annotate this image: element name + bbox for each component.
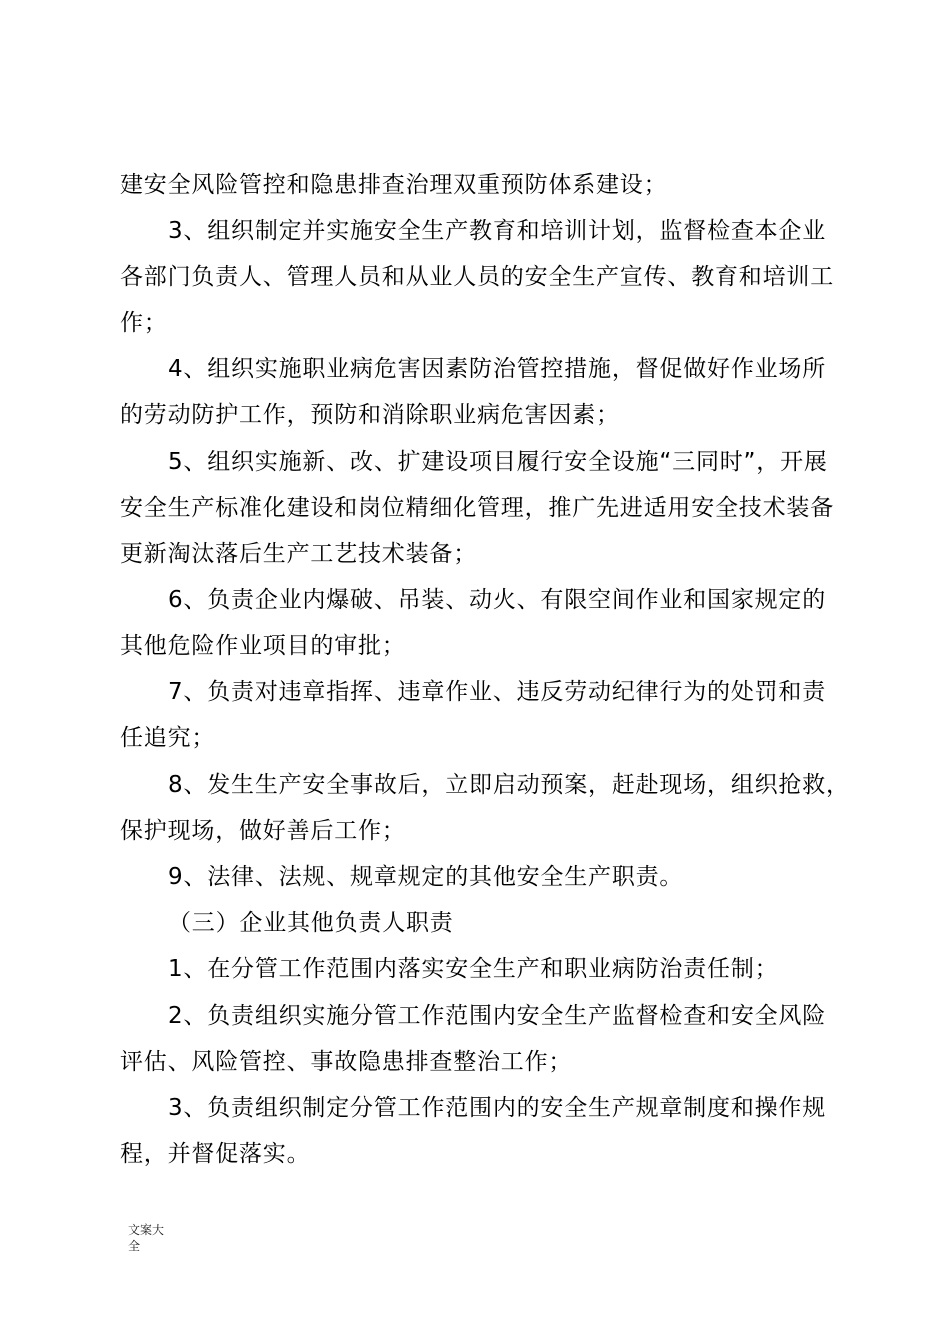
text-line: 2、负责组织实施分管工作范围内安全生产监督检查和安全风险 [168,1003,827,1029]
section-heading: （三）企业其他负责人职责 [168,910,454,936]
text-line: 更新淘汰落后生产工艺技术装备； [120,541,477,567]
text-line: 保护现场，做好善后工作； [120,818,406,844]
text-line: 9、法律、法规、规章规定的其他安全生产职责。 [168,864,684,890]
text-line: 4、组织实施职业病危害因素防治管控措施，督促做好作业场所 [168,356,827,382]
text-line: 程，并督促落实。 [120,1141,311,1167]
text-line: 3、组织制定并实施安全生产教育和培训计划，监督检查本企业 [168,218,827,244]
text-line: 8、发生生产安全事故后，立即启动预案，赶赴现场，组织抢救， [168,772,850,798]
text-line: 其他危险作业项目的审批； [120,633,406,659]
text-line: 6、负责企业内爆破、吊装、动火、有限空间作业和国家规定的 [168,587,827,613]
text-line: 任追究； [120,725,216,751]
text-line: 建安全风险管控和隐患排查治理双重预防体系建设； [120,172,668,198]
text-line: 1、在分管工作范围内落实安全生产和职业病防治责任制； [168,956,779,982]
text-line: 安全生产标准化建设和岗位精细化管理，推广先进适用安全技术装备 [120,495,834,521]
text-line: 5、组织实施新、改、扩建设项目履行安全设施“三同时”，开展 [168,449,828,475]
text-line: 各部门负责人、管理人员和从业人员的安全生产宣传、教育和培训工 [120,264,834,290]
text-line: 7、负责对违章指挥、违章作业、违反劳动纪律行为的处罚和责 [168,679,827,705]
text-line: 3、负责组织制定分管工作范围内的安全生产规章制度和操作规 [168,1095,827,1121]
text-line: 作； [120,310,168,336]
text-line: 的劳动防护工作，预防和消除职业病危害因素； [120,402,620,428]
text-line: 评估、风险管控、事故隐患排查整治工作； [120,1049,573,1075]
page-footer: 文案大全 [128,1223,165,1253]
